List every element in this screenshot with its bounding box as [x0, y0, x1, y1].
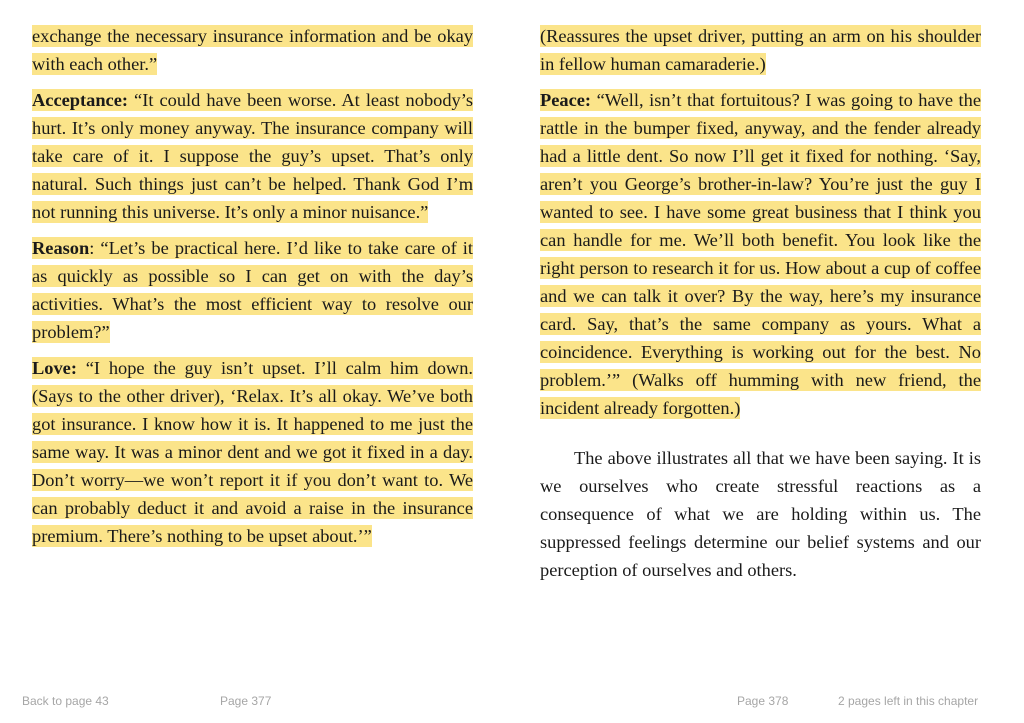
right-paragraph-peace[interactable]	[540, 86, 981, 422]
highlight[interactable]	[32, 357, 473, 547]
left-page	[32, 22, 473, 558]
paragraph-lead: Peace:	[540, 90, 592, 110]
right-paragraph-1[interactable]	[540, 22, 981, 78]
highlight[interactable]	[540, 25, 981, 75]
left-paragraph-love[interactable]	[32, 354, 473, 550]
paragraph-text: “I hope the guy isn’t upset. I’ll calm him down. (Says to the other driver), ‘Relax. It’s all okay. We’ve both got insurance. I know how it is. It happened to me just the same way. It was a minor dent and we got it fixed in a day. Don’t worry—we won’t report it if you don’t want to. We can probably deduct it and avoid a raise in the insurance premium. There’s nothing to be upset about.’”	[32, 358, 473, 546]
left-paragraph-1[interactable]	[32, 22, 473, 78]
paragraph-text: “Well, isn’t that fortuitous? I was going to have the rattle in the bumper fixed, anyway, and the fender already had a little dent. So now I’ll get it fixed for nothing. ‘Say, aren’t you George’s brother-in-law? You’re just the guy I wanted to see. I have some great business that I think you can handle for me. We’ll both benefit. You look like the right person to research it for us. How about a cup of coffee and we can talk it over? By the way, here’s my insurance card. Say, that’s the same company as yours. What a coincidence. Everything is working out for the best. No problem.’” (Walks off humming with new friend, the incident already forgotten.)	[540, 90, 981, 418]
left-page-number: Page 377	[220, 694, 272, 708]
paragraph-lead: Acceptance:	[32, 90, 128, 110]
highlight[interactable]	[32, 237, 473, 343]
highlight[interactable]	[32, 89, 473, 223]
right-paragraph-plain[interactable]: The above illustrates all that we have been saying. It is we ourselves who create stressful reactions as a consequence of what we are holding within us. The suppressed feelings determine our belief systems and our perception of ourselves and others.	[540, 448, 981, 580]
highlight[interactable]	[540, 89, 981, 419]
chapter-pages-remaining: 2 pages left in this chapter	[838, 694, 979, 708]
paragraph-text: exchange the necessary insurance information and be okay with each other.”	[32, 26, 473, 74]
back-to-page-link[interactable]: Back to page 43	[22, 694, 109, 708]
left-paragraph-reason[interactable]	[32, 234, 473, 346]
paragraph-text: (Reassures the upset driver, putting an arm on his shoulder in fellow human camaraderie.)	[540, 26, 981, 74]
paragraph-text: : “Let’s be practical here. I’d like to take care of it as quickly as possible so I can get on with the day’s activities. What’s the most efficient way to resolve our problem?”	[32, 238, 473, 342]
paragraph-text: “It could have been worse. At least nobody’s hurt. It’s only money anyway. The insurance company will take care of it. I suppose the guy’s upset. That’s only natural. Such things just can’t be helped. Thank God I’m not running this universe. It’s only a minor nuisance.”	[32, 90, 473, 222]
highlight[interactable]	[32, 25, 473, 75]
left-paragraph-acceptance[interactable]	[32, 86, 473, 226]
paragraph-lead: Love:	[32, 358, 77, 378]
right-page-number: Page 378	[737, 694, 789, 708]
right-page	[540, 22, 981, 592]
paragraph-lead: Reason	[32, 238, 90, 258]
